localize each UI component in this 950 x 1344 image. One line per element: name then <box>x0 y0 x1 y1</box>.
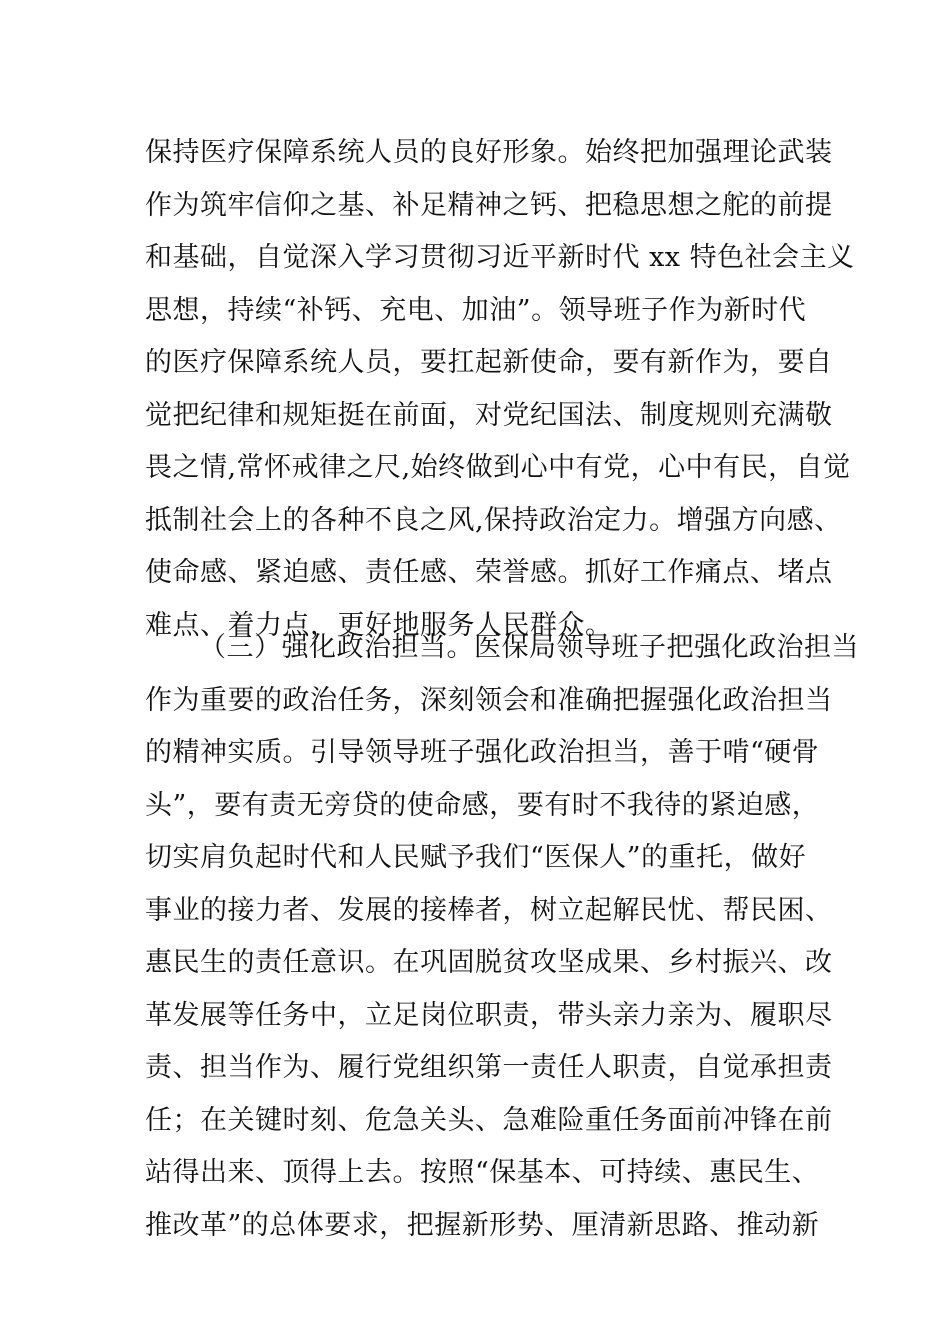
paragraph-line: 觉把纪律和规矩挺在前面，对党纪国法、制度规则充满敬 <box>145 399 833 431</box>
paragraph-line: 推改革”的总体要求，把握新形势、厘清新思路、推动新 <box>145 1209 820 1241</box>
paragraph-heading-line: （三）强化政治担当。医保局领导班子把强化政治担当 <box>199 632 859 663</box>
paragraph-line: 畏之情,常怀戒律之尺,始终做到心中有党，心中有民，自觉 <box>145 452 851 483</box>
paragraph-line: 站得出来、顶得上去。按照“保基本、可持续、惠民生、 <box>145 1157 820 1188</box>
paragraph-line: 使命感、紧迫感、责任感、荣誉感。抓好工作痛点、堵点 <box>145 557 833 588</box>
paragraph-line: 惠民生的责任意识。在巩固脱贫攻坚成果、乡村振兴、改 <box>145 947 833 978</box>
paragraph-line: 保持医疗保障系统人员的良好形象。始终把加强理论武装 <box>145 137 833 168</box>
paragraph-line: 抵制社会上的各种不良之风,保持政治定力。增强方向感、 <box>145 504 842 536</box>
paragraph-line: 作为重要的政治任务，深刻领会和准确把握强化政治担当 <box>145 684 833 716</box>
paragraph-line: 作为筑牢信仰之基、补足精神之钙、把稳思想之舵的前提 <box>145 189 833 221</box>
paragraph-line: 责、担当作为、履行党组织第一责任人职责，自觉承担责 <box>145 1052 833 1083</box>
paragraph-line: 难点、着力点，更好地服务人民群众。 <box>145 609 613 641</box>
paragraph-line: 的精神实质。引导领导班子强化政治担当，善于啃“硬骨 <box>145 737 820 768</box>
paragraph-line: 和基础，自觉深入学习贯彻习近平新时代 xx 特色社会主义 <box>145 242 855 273</box>
paragraph-line: 头”，要有责无旁贷的使命感，要有时不我待的紧迫感， <box>145 789 820 821</box>
paragraph-2 <box>145 622 859 1252</box>
paragraph-line: 思想，持续“补钙、充电、加油”。领导班子作为新时代 <box>145 294 807 326</box>
paragraph-line: 的医疗保障系统人员，要扛起新使命，要有新作为，要自 <box>145 347 833 378</box>
paragraph-1 <box>145 127 855 652</box>
paragraph-line: 切实肩负起时代和人民赋予我们“医保人”的重托，做好 <box>145 842 807 873</box>
paragraph-line: 任；在关键时刻、危急关头、急难险重任务面前冲锋在前 <box>145 1104 833 1136</box>
paragraph-line: 事业的接力者、发展的接棒者，树立起解民忧、帮民困、 <box>145 894 833 926</box>
paragraph-line: 革发展等任务中，立足岗位职责，带头亲力亲为、履职尽 <box>145 999 833 1031</box>
